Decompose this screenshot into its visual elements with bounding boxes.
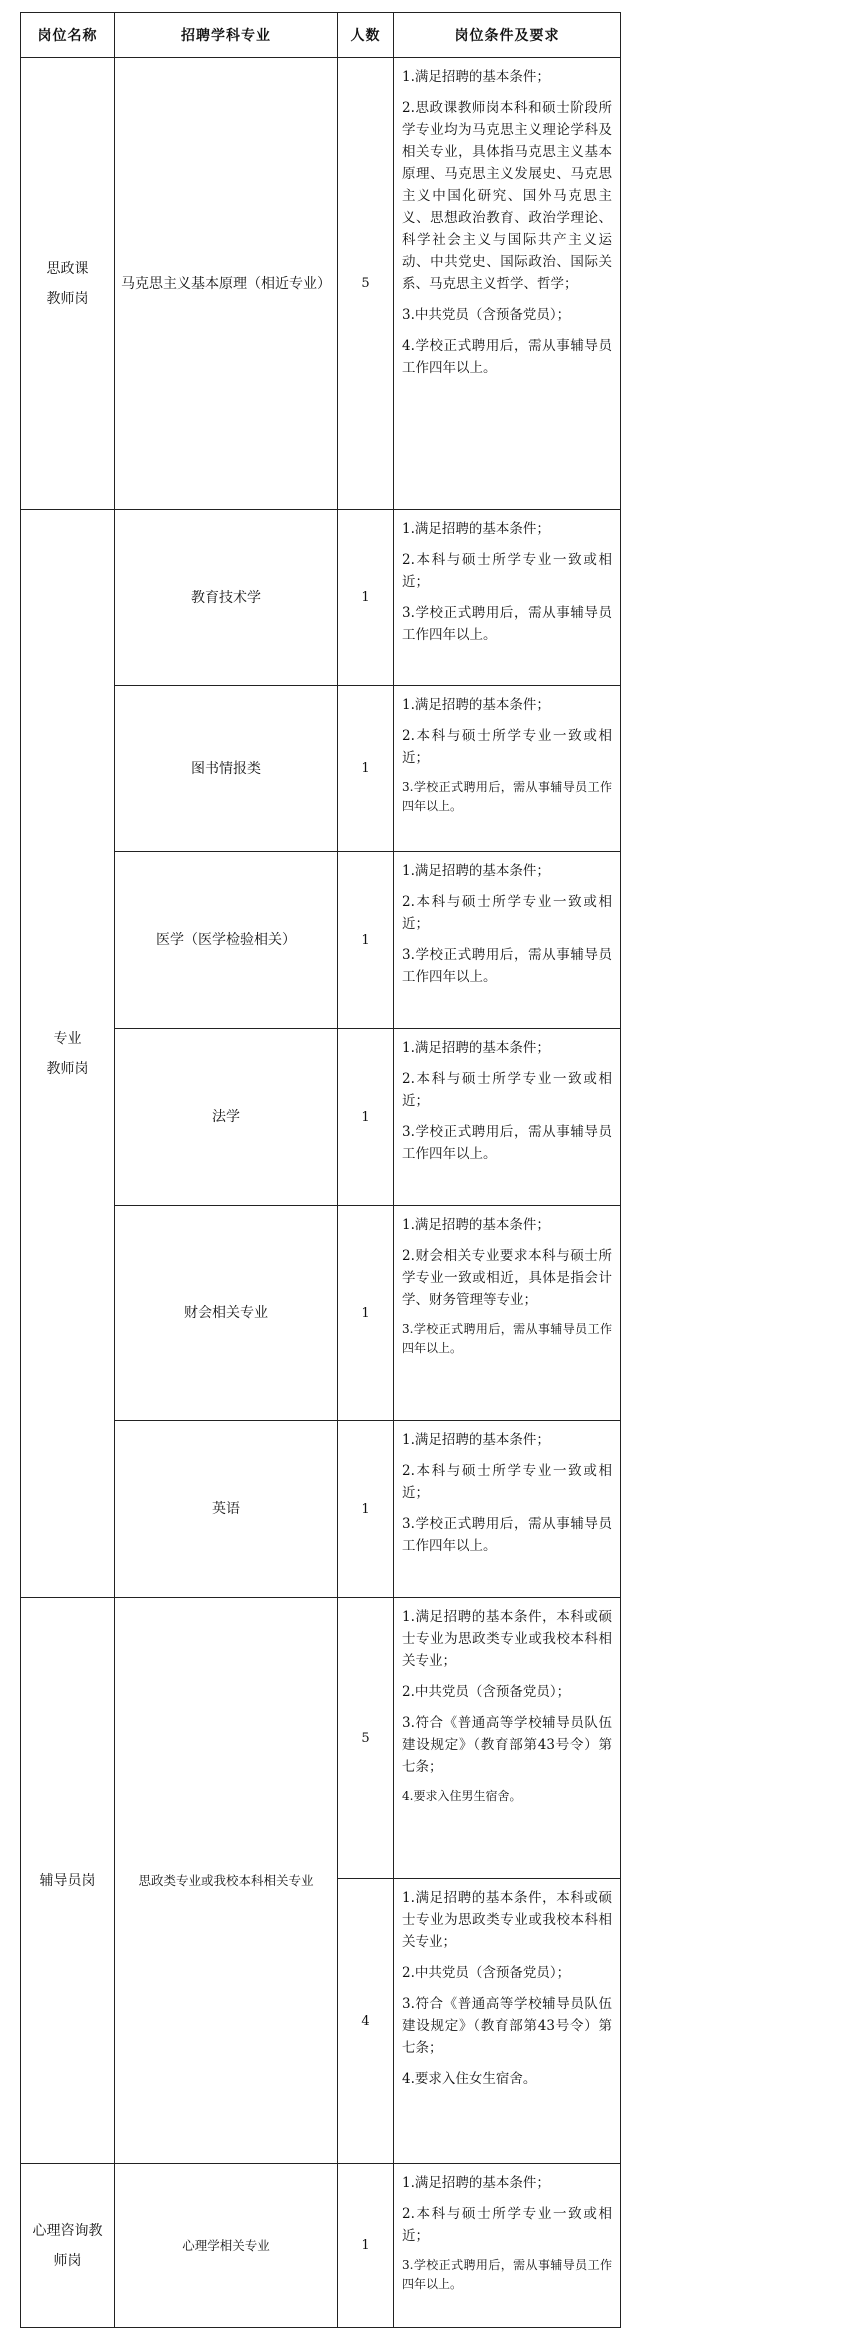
position-name-line: 专业: [53, 1030, 82, 1047]
requirement-item: 2.财会相关专业要求本科与硕士所学专业一致或相近，具体是指会计学、财务管理等专业；: [402, 1248, 612, 1308]
requirement-item: 1.满足招聘的基本条件；: [402, 521, 550, 537]
requirement-item: 3.学校正式聘用后，需从事辅导员工作四年以上。: [402, 1124, 612, 1162]
requirement-item: 2.本科与硕士所学专业一致或相近；: [402, 2206, 612, 2244]
position-name-line: 教师岗: [46, 1060, 89, 1077]
requirement-item: 1.满足招聘的基本条件，本科或硕士专业为思政类专业或我校本科相关专业；: [402, 1609, 612, 1669]
requirement-item: 3.学校正式聘用后，需从事辅导员工作四年以上。: [402, 947, 612, 985]
position-name-line: 辅导员岗: [39, 1872, 96, 1889]
major-cell: 教育技术学: [115, 510, 338, 686]
count-cell: 1: [338, 686, 394, 852]
header-row: [21, 13, 621, 58]
requirement-item: 4.要求入住男生宿舍。: [402, 1789, 522, 1803]
requirement-item: 2.本科与硕士所学专业一致或相近；: [402, 894, 612, 932]
requirement-item: 2.中共党员（含预备党员）；: [402, 1684, 571, 1700]
requirements-cell: [394, 510, 621, 686]
position-name-line: 师岗: [53, 2252, 82, 2269]
table-row: [21, 1598, 621, 1879]
count-cell: 1: [338, 2164, 394, 2328]
requirement-item: 2.本科与硕士所学专业一致或相近；: [402, 1071, 612, 1109]
major-cell: 医学（医学检验相关）: [115, 852, 338, 1029]
count-cell: 1: [338, 1421, 394, 1598]
requirements-cell: [394, 1206, 621, 1421]
major-cell: 财会相关专业: [115, 1206, 338, 1421]
requirements-cell: [394, 58, 621, 510]
requirement-item: 3.中共党员（含预备党员）；: [402, 307, 571, 323]
requirement-item: 2.本科与硕士所学专业一致或相近；: [402, 728, 612, 766]
requirement-item: 3.符合《普通高等学校辅导员队伍建设规定》（教育部第43号令）第七条；: [402, 1715, 612, 1775]
table-row: [21, 2164, 621, 2328]
position-cell: [21, 58, 115, 510]
position-cell: [21, 2164, 115, 2328]
position-cell: [21, 510, 115, 1598]
requirements-cell: [394, 1879, 621, 2164]
requirements-cell: [394, 1029, 621, 1206]
header-requirements: 岗位条件及要求: [394, 13, 621, 58]
requirement-item: 1.满足招聘的基本条件；: [402, 69, 550, 85]
requirements-cell: [394, 2164, 621, 2328]
header-count: 人数: [338, 13, 394, 58]
requirement-item: 1.满足招聘的基本条件；: [402, 863, 550, 879]
count-cell: 1: [338, 1206, 394, 1421]
requirements-cell: [394, 1421, 621, 1598]
requirement-item: 2.本科与硕士所学专业一致或相近；: [402, 1463, 612, 1501]
major-cell: 图书情报类: [115, 686, 338, 852]
major-cell: 思政类专业或我校本科相关专业: [115, 1598, 338, 2164]
requirement-item: 1.满足招聘的基本条件；: [402, 1432, 550, 1448]
count-cell: 1: [338, 510, 394, 686]
major-cell: 心理学相关专业: [115, 2164, 338, 2328]
requirement-item: 3.学校正式聘用后，需从事辅导员工作四年以上。: [402, 780, 612, 813]
requirement-item: 3.学校正式聘用后，需从事辅导员工作四年以上。: [402, 2258, 612, 2291]
requirement-item: 4.学校正式聘用后，需从事辅导员工作四年以上。: [402, 338, 612, 376]
position-name-line: 教师岗: [46, 290, 89, 307]
requirement-item: 4.要求入住女生宿舍。: [402, 2071, 537, 2087]
requirement-item: 2.中共党员（含预备党员）；: [402, 1965, 571, 1981]
table-row: [21, 510, 621, 686]
recruitment-table: [20, 12, 621, 2328]
position-name-line: 思政课: [46, 260, 89, 277]
requirement-item: 1.满足招聘的基本条件；: [402, 2175, 550, 2191]
count-cell: 4: [338, 1879, 394, 2164]
requirement-item: 1.满足招聘的基本条件；: [402, 1040, 550, 1056]
requirement-item: 3.学校正式聘用后，需从事辅导员工作四年以上。: [402, 1516, 612, 1554]
position-name-line: 心理咨询教: [32, 2222, 103, 2239]
header-major: 招聘学科专业: [115, 13, 338, 58]
requirement-item: 1.满足招聘的基本条件；: [402, 1217, 550, 1233]
requirement-item: 1.满足招聘的基本条件，本科或硕士专业为思政类专业或我校本科相关专业；: [402, 1890, 612, 1950]
requirement-item: 1.满足招聘的基本条件；: [402, 697, 550, 713]
position-cell: [21, 1598, 115, 2164]
table-row: [21, 58, 621, 510]
major-cell: 英语: [115, 1421, 338, 1598]
requirement-item: 3.学校正式聘用后，需从事辅导员工作四年以上。: [402, 605, 612, 643]
count-cell: 1: [338, 1029, 394, 1206]
requirement-item: 3.学校正式聘用后，需从事辅导员工作四年以上。: [402, 1322, 612, 1355]
requirement-item: 2.思政课教师岗本科和硕士阶段所学专业均为马克思主义理论学科及相关专业，具体指马克思主义基本原理、马克思主义发展史、马克思主义中国化研究、国外马克思主义、思想政治教育、政治学理论、科学社会主义与国际共产主义运动、中共党史、国际政治、国际关系、马克思主义哲学、哲学；: [402, 100, 612, 292]
major-cell: 法学: [115, 1029, 338, 1206]
count-cell: 1: [338, 852, 394, 1029]
requirement-item: 2.本科与硕士所学专业一致或相近；: [402, 552, 612, 590]
count-cell: 5: [338, 1598, 394, 1879]
major-cell: 马克思主义基本原理（相近专业）: [115, 58, 338, 510]
count-cell: 5: [338, 58, 394, 510]
header-position: 岗位名称: [21, 13, 115, 58]
requirements-cell: [394, 686, 621, 852]
requirement-item: 3.符合《普通高等学校辅导员队伍建设规定》（教育部第43号令）第七条；: [402, 1996, 612, 2056]
requirements-cell: [394, 1598, 621, 1879]
requirements-cell: [394, 852, 621, 1029]
